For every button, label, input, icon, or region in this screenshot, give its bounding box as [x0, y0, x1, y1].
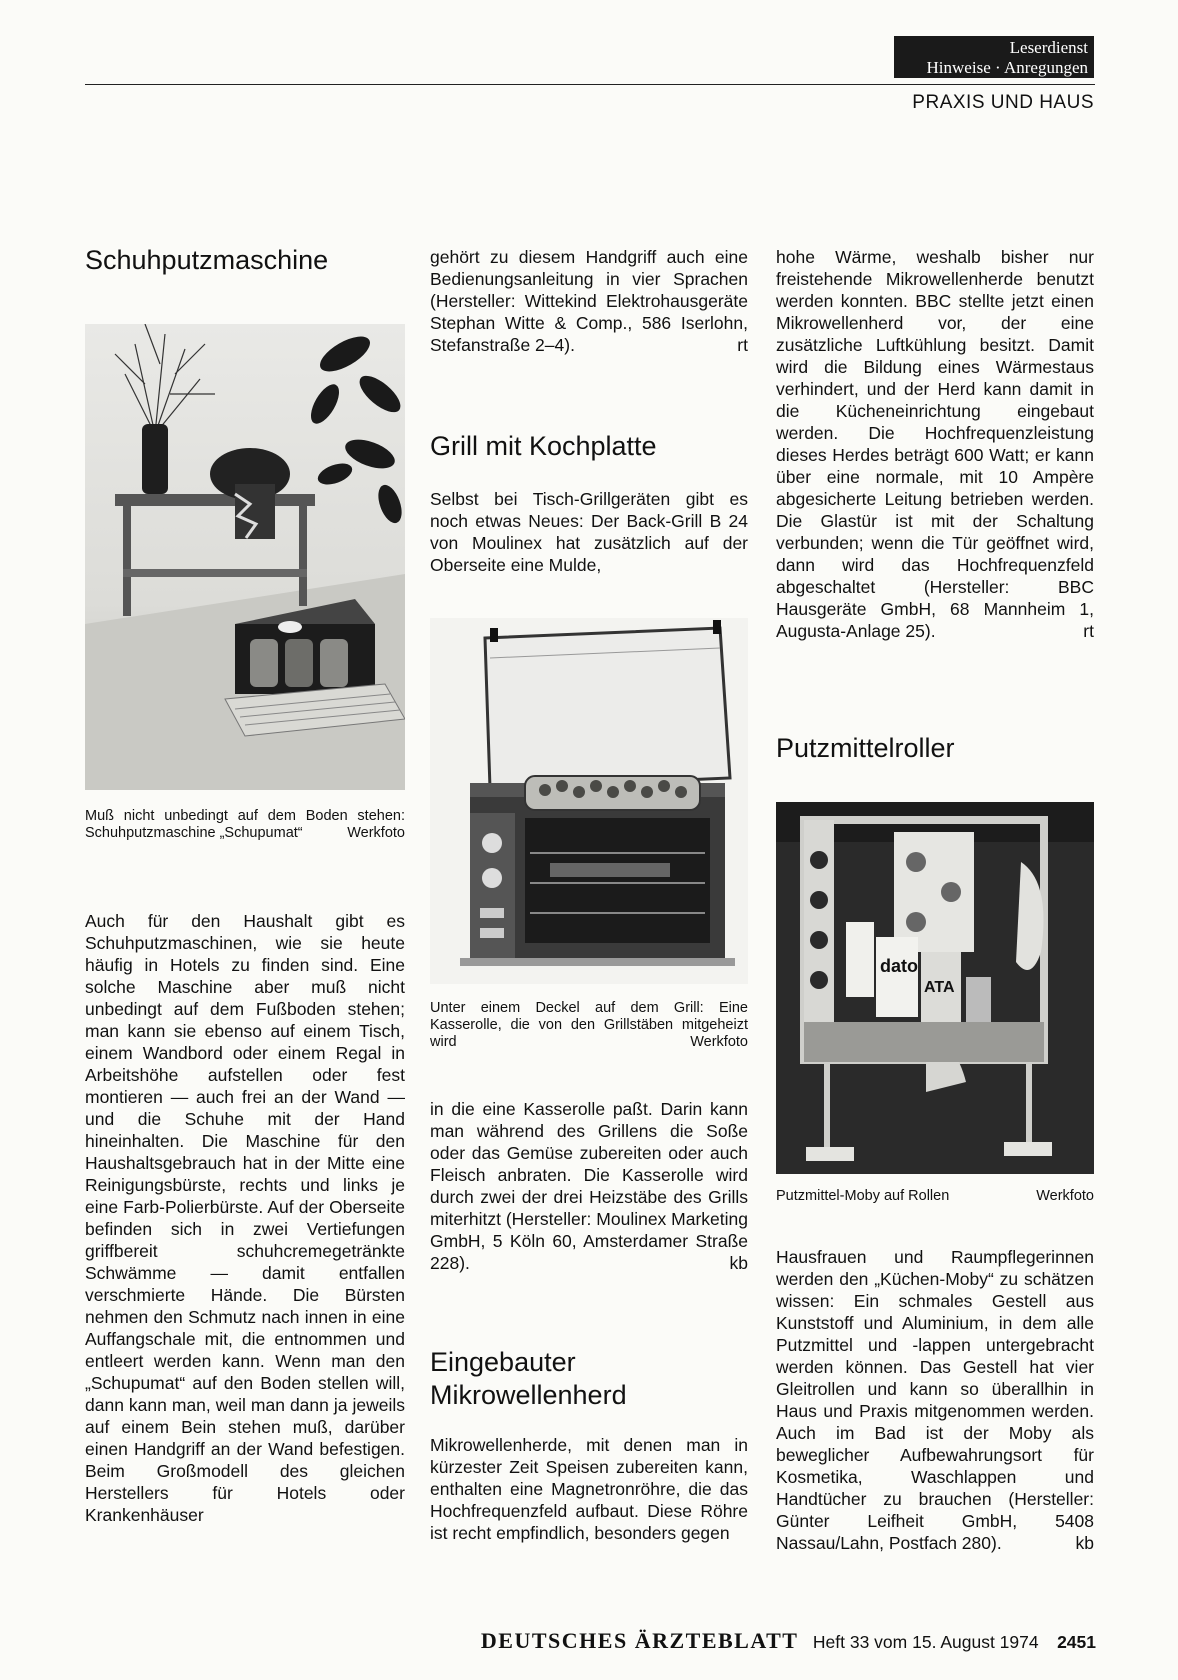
signature: rt: [1083, 621, 1094, 641]
caption-text: Muß nicht unbedingt auf dem Boden stehen: Schuhputzmaschine „Schupumat“: [85, 808, 405, 841]
signature: kb: [729, 1253, 748, 1273]
article-body-grill-top: Selbst bei Tisch-Grillgeräten gibt es noch etwas Neues: Der Back-Grill B 24 von Moulinex hat zusätzlich auf der Oberseite eine Mulde,: [430, 489, 748, 575]
article-body-grill-bottom: [430, 1098, 748, 1274]
section-title: PRAXIS UND HAUS: [912, 92, 1094, 113]
photo-grill: [430, 618, 748, 984]
article-title-schuhputzmaschine: Schuhputzmaschine: [85, 245, 329, 275]
article-continuation-schuhputzmaschine: [430, 246, 748, 356]
caption-text: Putzmittel-Moby auf Rollen: [776, 1188, 950, 1204]
journal-name: DEUTSCHES ÄRZTEBLATT: [480, 1628, 799, 1653]
signature: rt: [737, 335, 748, 355]
article-body-mikrowellenherd: Mikrowellenherde, mit denen man in kürzester Zeit Speisen zubereiten kann, enthalten eine Magnetronröhre, die das Hochfrequenzfeld aufbaut. Diese Röhre ist recht empfindlich, besonders gegen: [430, 1435, 748, 1543]
article-body-putzmittelroller: [776, 1246, 1094, 1554]
caption-credit: Werkfoto: [690, 1034, 748, 1050]
signature: kb: [1075, 1533, 1094, 1553]
caption-text: Unter einem Deckel auf dem Grill: Eine Kasserolle, die von den Grillstäben mitgeheizt wird: [430, 1000, 748, 1050]
article-title-mikrowellenherd: [430, 1346, 627, 1412]
caption-schuhputzmaschine: [85, 808, 405, 842]
continuation-text: hohe Wärme, weshalb bisher nur freistehende Mikrowellenherde benutzt werden konnten. BBC stellte jetzt einen Mikrowellenherd vor, der eine zusätzliche Luftkühlung besitzt. Damit wird die Bildung eines Wärmestaus verhindert, und der Herd kann damit in die Kücheneinrichtung eingebaut werden. Die Hochfrequenzleistung dieses Herdes beträgt 600 Watt; er kann über eine normale, mit 10 Ampère abgesicherte Leitung betrieben werden. Die Glastür ist mit der Schaltung verbunden; wenn die Tür geöffnet wird, dann wird das Hochfrequenzfeld abgeschaltet (Hersteller: BBC Hausgeräte GmbH, 68 Mannheim 1, Augusta-Anlage 25).: [776, 247, 1094, 641]
caption-putzmittelroller: [776, 1188, 1094, 1205]
body-text: in die eine Kasserolle paßt. Darin kann man während des Grillens die Soße oder das Gemüse zubereiten oder auch Fleisch anbraten. Die Kasserolle wird durch zwei der drei Heizstäbe des Grills miterhitzt (Hersteller: Moulinex Marketing GmbH, 5 Köln 60, Amsterdamer Straße 228).: [430, 1099, 749, 1273]
article-continuation-mikrowellenherd: [776, 246, 1094, 642]
article-title-putzmittelroller: Putzmittelroller: [776, 733, 955, 763]
badge-line2: Hinweise · Anregungen: [926, 58, 1088, 77]
continuation-text: gehört zu diesem Handgriff auch eine Bedienungsanleitung in vier Sprachen (Hersteller: Wittekind Elektrohausgeräte Stephan Witte & Comp., 586 Iserlohn, Stefanstraße 2–4).: [430, 247, 748, 355]
body-text: Hausfrauen und Raumpflegerinnen werden den „Küchen-Moby“ zu schätzen wissen: Ein schmales Gestell aus Kunststoff und Aluminium, in dem alle Putzmittel und -lappen untergebracht werden können. Das Gestell hat vier Gleitrollen und kann so überallhin in Haus und Praxis mitgenommen werden. Auch im Bad ist der Moby als beweglicher Aufbewahrungsort für Kosmetika, Waschlappen und Handtücher zu brauchen (Hersteller: Günter Leifheit GmbH, 5408 Nassau/Lahn, Postfach 280).: [776, 1247, 1094, 1553]
page-footer: [0, 1628, 1096, 1654]
photo-cleaning-trolley: [776, 802, 1094, 1174]
photo-shoe-shine-machine: [85, 324, 405, 790]
leserdienst-badge: [894, 36, 1094, 78]
article-body-schuhputzmaschine: Auch für den Haushalt gibt es Schuhputzmaschinen, wie sie heute häufig in Hotels zu finden sind. Eine solche Maschine aber muß nicht unbedingt auf dem Fußboden stehen; man kann sie ebenso auf einem Tisch, einem Wandbord oder einem Regal in Arbeitshöhe aufstellen oder fest montieren — auch frei an der Wand — und die Schuhe mit der Hand hineinhalten. Die Maschine für den Haushaltsgebrauch hat in der Mitte eine Reinigungsbürste, rechts und links je eine Farb-Polierbürste. Auf der Oberseite befinden sich in zwei Vertiefungen griffbereit schuhcremegetränkte Schwämme — damit entfallen verschmierte Hände. Die Bürsten nehmen den Schmutz nach innen in eine Auffangschale mit, die entnommen und entleert werden kann. Wenn man den „Schupumat“ auf den Boden stellen will, dann kann man, weil man dann ja jeweils auf einem Bein stehen muß, darüber einen Handgriff an der Wand befestigen. Beim Großmodell des gleichen Herstellers für Hotels oder Krankenhäuser: [85, 911, 405, 1525]
caption-credit: Werkfoto: [347, 825, 405, 841]
label-dato: dato: [880, 956, 918, 976]
caption-grill: [430, 1000, 748, 1051]
label-ata: ATA: [924, 979, 955, 996]
title-line1: Eingebauter: [430, 1347, 576, 1377]
badge-line1: Leserdienst: [1009, 38, 1088, 57]
caption-credit: Werkfoto: [1036, 1188, 1094, 1204]
title-line2: Mikrowellenherd: [430, 1380, 627, 1410]
article-title-grill: Grill mit Kochplatte: [430, 431, 657, 461]
issue-info: Heft 33 vom 15. August 1974: [812, 1632, 1039, 1652]
page-number: 2451: [1057, 1632, 1096, 1652]
header-rule: [85, 84, 1095, 85]
